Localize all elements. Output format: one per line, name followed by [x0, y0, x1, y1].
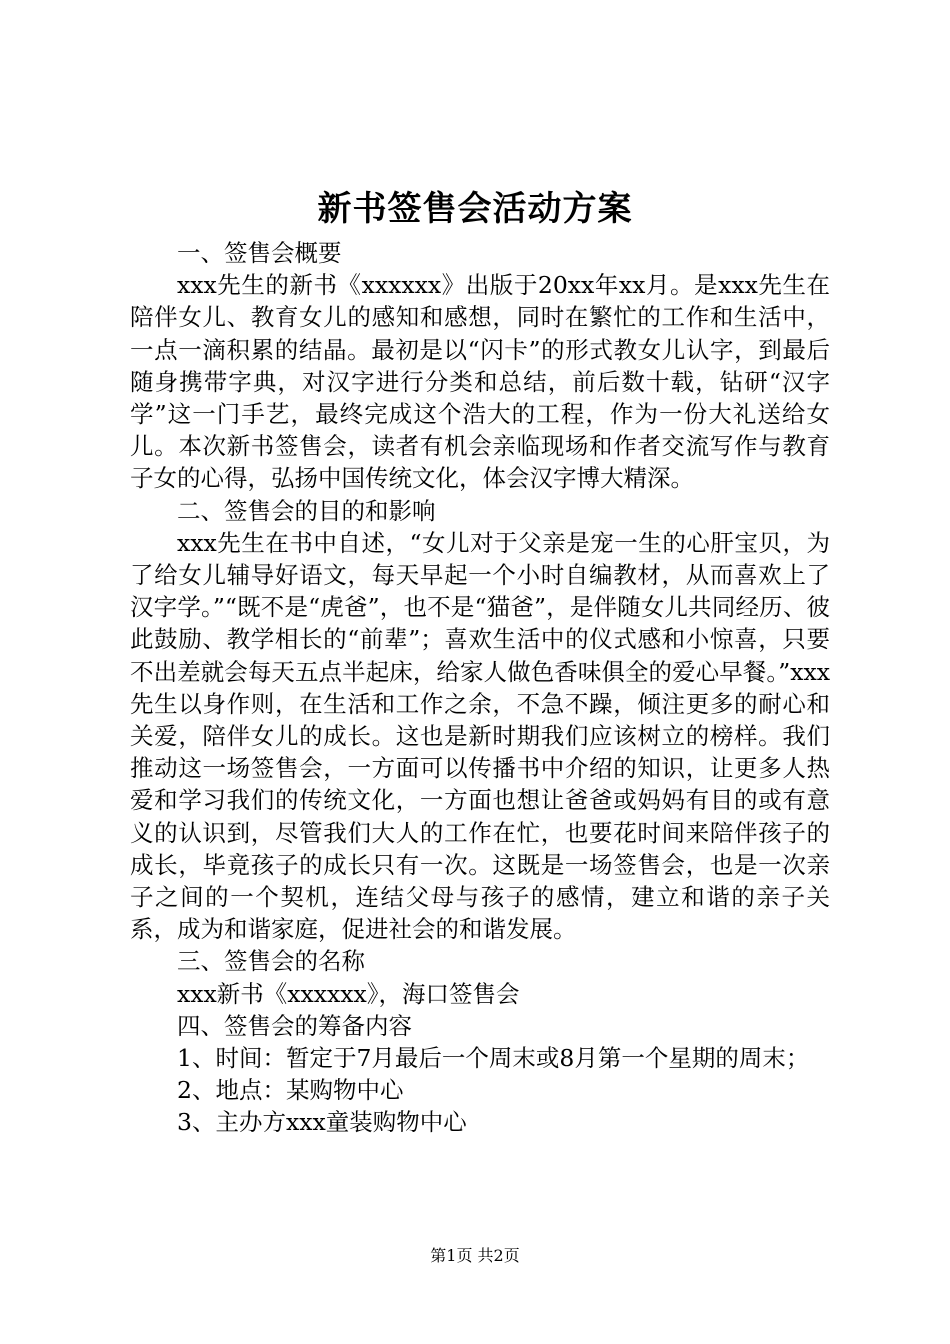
- list-item-location: 2、地点：某购物中心: [177, 1076, 404, 1105]
- document-body: [130, 237, 830, 1139]
- document-title: 新书签售会活动方案: [317, 189, 633, 229]
- page-indicator: 第1页 共2页: [430, 1246, 520, 1265]
- section-heading-purpose: 二、签售会的目的和影响: [177, 496, 436, 525]
- paragraph-name: xxx新书《xxxxxx》，海口签售会: [177, 979, 520, 1008]
- list-item-organizer: 3、主办方xxx童装购物中心: [177, 1108, 467, 1137]
- list-item-time: 1、时间：暂定于7月最后一个周末或8月第一个星期的周末；: [177, 1044, 810, 1073]
- paragraph-overview: xxx先生的新书《xxxxxx》出版于20xx年xx月。是xxx先生在陪伴女儿、教育女儿的感知和感想，同时在繁忙的工作和生活中，一点一滴积累的结晶。最初是以“闪卡”的形式教女儿认字，到最后随身携带字典，对汉字进行分类和总结，前后数十载，钻研“汉字学”这一门手艺，最终完成这个浩大的工程，作为一份大礼送给女儿。本次新书签售会，读者有机会亲临现场和作者交流写作与教育子女的心得，弘扬中国传统文化，体会汉字博大精深。: [130, 271, 830, 493]
- page-footer: [0, 1245, 950, 1267]
- paragraph-purpose: xxx先生在书中自述，“女儿对于父亲是宠一生的心肝宝贝，为了给女儿辅导好语文，每天早起一个小时自编教材，从而喜欢上了汉字学。”“既不是“虎爸”，也不是“猫爸”，是伴随女儿共同经历、彼此鼓励、教学相长的“前辈”；喜欢生活中的仪式感和小惊喜，只要不出差就会每天五点半起床，给家人做色香味俱全的爱心早餐。”xxx先生以身作则，在生活和工作之余，不急不躁，倾注更多的耐心和关爱，陪伴女儿的成长。这也是新时期我们应该树立的榜样。我们推动这一场签售会，一方面可以传播书中介绍的知识，让更多人热爱和学习我们的传统文化，一方面也想让爸爸或妈妈有目的或有意义的认识到，尽管我们大人的工作在忙，也要花时间来陪伴孩子的成长，毕竟孩子的成长只有一次。这既是一场签售会，也是一次亲子之间的一个契机，连结父母与孩子的感情，建立和谐的亲子关系，成为和谐家庭，促进社会的和谐发展。: [130, 528, 830, 944]
- section-heading-preparation: 四、签售会的筹备内容: [177, 1011, 412, 1040]
- section-heading-overview: 一、签售会概要: [177, 239, 342, 267]
- section-heading-name: 三、签售会的名称: [177, 947, 365, 976]
